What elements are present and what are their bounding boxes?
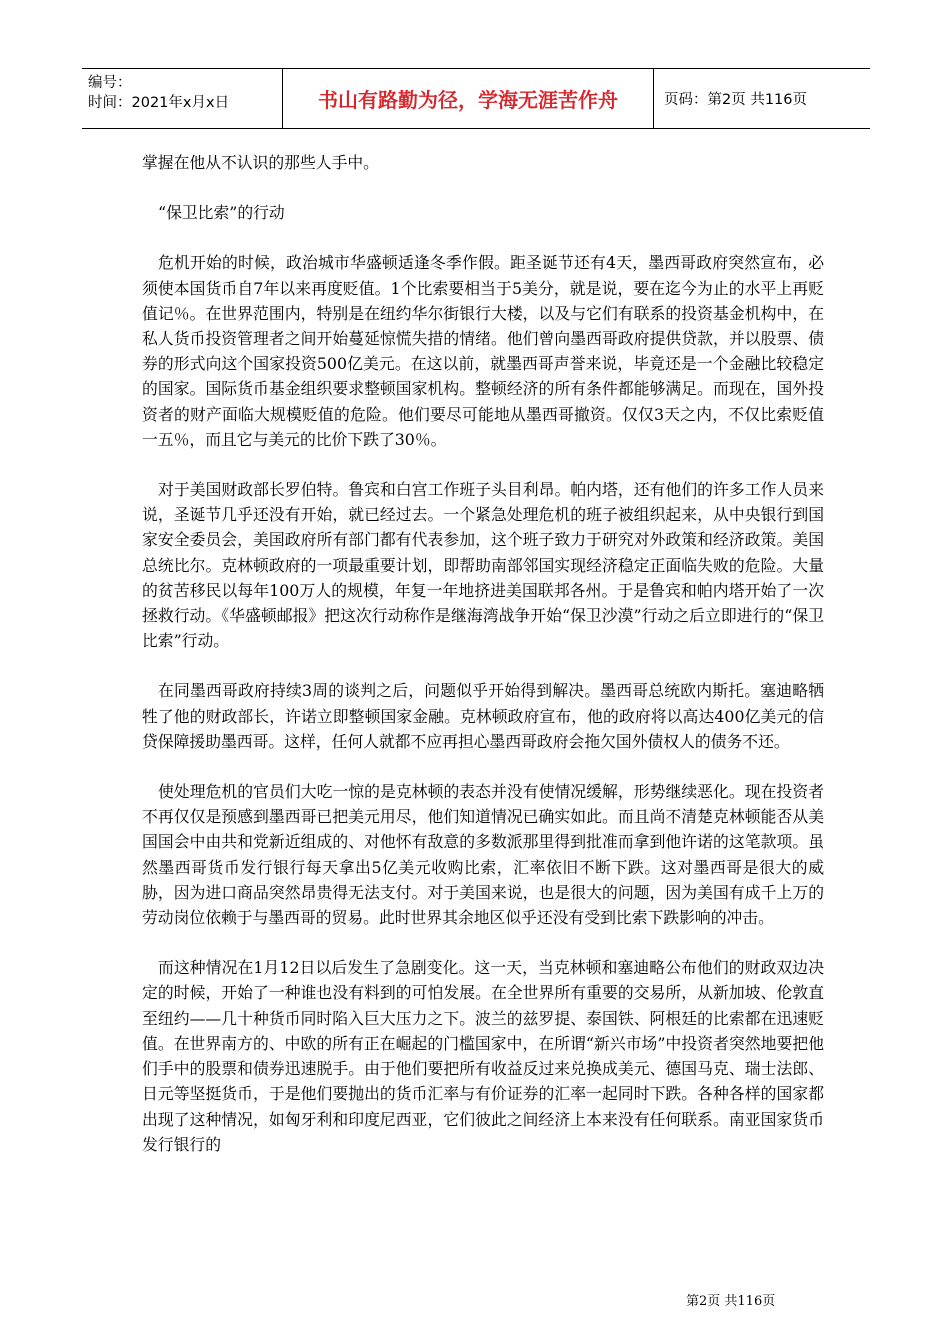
body-paragraph: 掌握在他从不认识的那些人手中。 <box>142 153 379 172</box>
body-paragraph: 使处理危机的官员们大吃一惊的是克林顿的表态并没有使情况缓解，形势继续恶化。现在投资者不再仅仅是预感到墨西哥已把美元用尽，他们知道情况已确实如此。而且尚不清楚克林顿能否从美国国会中由共和党新近组成的、对他怀有敌意的多数派那里得到批准而拿到他许诺的这笔款项。虽然墨西哥货币发行银行每天拿出5亿美元收购比索，汇率依旧不断下跌。这对墨西哥是很大的威胁，因为进口商品突然昂贵得无法支付。对于美国来说，也是很大的问题，因为美国有成千上万的劳动岗位依赖于与墨西哥的贸易。此时世界其余地区似乎还没有受到比索下跌影响的冲击。 <box>142 782 824 928</box>
body-paragraph: 在同墨西哥政府持续3周的谈判之后，问题似乎开始得到解决。墨西哥总统欧内斯托。塞迪略牺牲了他的财政部长，许诺立即整顿国家金融。克林顿政府宣布，他的政府将以高达400亿美元的信贷保障援助墨西哥。这样，任何人就都不应再担心墨西哥政府会拖欠国外债权人的债务不还。 <box>142 681 824 751</box>
body-paragraph: 危机开始的时候，政治城市华盛顿适逢冬季作假。距圣诞节还有4天，墨西哥政府突然宣布，必须使本国货币自7年以来再度贬值。1个比索要相当于5美分，就是说，要在迄今为止的水平上再贬值记％。在世界范围内，特别是在纽约华尔街银行大楼，以及与它们有联系的投资基金机构中，在私人货币投资管理者之间开始蔓延惊慌失措的情绪。他们曾向墨西哥政府提供贷款，并以股票、债券的形式向这个国家投资500亿美元。在这以前，就墨西哥声誉来说，毕竟还是一个金融比较稳定的国家。国际货币基金组织要求整顿国家机构。整顿经济的所有条件都能够满足。而现在，国外投资者的财产面临大规模贬值的危险。他们要尽可能地从墨西哥撤资。仅仅3天之内，不仅比索贬值一五％，而且它与美元的比价下跌了30％。 <box>142 253 824 449</box>
section-heading: “保卫比索”的行动 <box>158 203 285 223</box>
page-header <box>82 68 870 129</box>
document-number-label: 编号： <box>88 75 132 91</box>
header-motto: 书山有路勤为径，学海无涯苦作舟 <box>282 69 654 128</box>
document-time-label: 时间：2021年x月x日 <box>88 95 230 111</box>
document-body <box>142 150 824 1182</box>
page-footer: 第2页 共116页 <box>686 1294 776 1309</box>
body-paragraph: 而这种情况在1月12日以后发生了急剧变化。这一天，当克林顿和塞迪略公布他们的财政双边决定的时候，开始了一种谁也没有料到的可怕发展。在全世界所有重要的交易所，从新加坡、伦敦直至纽约——几十种货币同时陷入巨大压力之下。波兰的兹罗提、泰国铁、阿根廷的比索都在迅速贬值。在世界南方的、中欧的所有正在崛起的门槛国家中，在所谓“新兴市场”中投资者突然地要把他们手中的股票和债券迅速脱手。由于他们要把所有收益反过来兑换成美元、德国马克、瑞士法郎、日元等坚挺货币，于是他们要抛出的货币汇率与有价证券的汇率一起同时下跌。各种各样的国家都出现了这种情况，如匈牙利和印度尼西亚，它们彼此之间经济上本来没有任何联系。南亚国家货币发行银行的 <box>142 958 824 1154</box>
header-page-info: 页码：第2页 共116页 <box>664 92 808 108</box>
header-meta <box>82 69 282 128</box>
body-paragraph: 对于美国财政部长罗伯特。鲁宾和白宫工作班子头目利昂。帕内塔，还有他们的许多工作人员来说，圣诞节几乎还没有开始，就已经过去。一个紧急处理危机的班子被组织起来，从中央银行到国家安全委员会，美国政府所有部门都有代表参加，这个班子致力于研究对外政策和经济政策。美国总统比尔。克林顿政府的一项最重要计划，即帮助南部邻国实现经济稳定正面临失败的危险。大量的贫苦移民以每年100万人的规模，年复一年地挤进美国联邦各州。于是鲁宾和帕内塔开始了一次拯救行动。《华盛顿邮报》把这次行动称作是继海湾战争开始“保卫沙漠”行动之后立即进行的“保卫比索”行动。 <box>142 480 824 651</box>
